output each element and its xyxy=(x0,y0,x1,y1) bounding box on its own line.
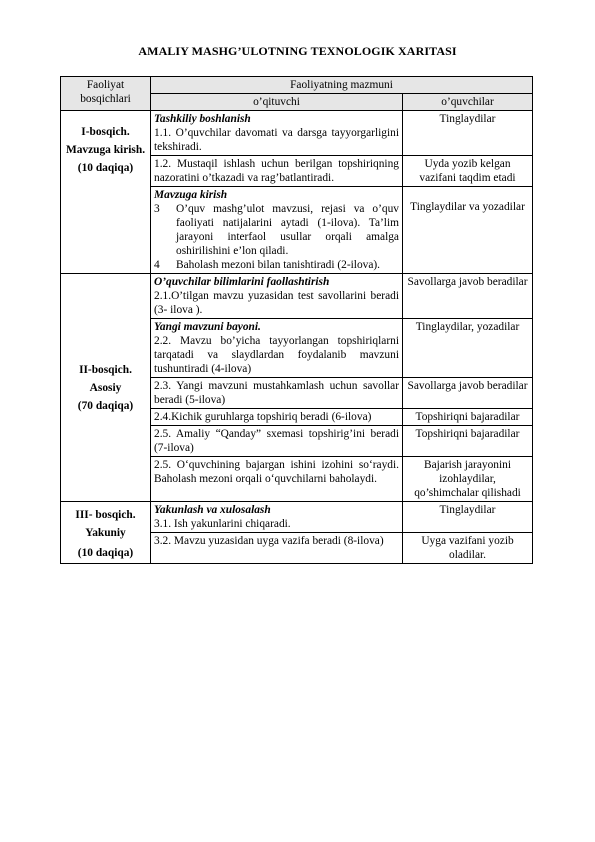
teacher-activity: 3.2. Mavzu yuzasidan uyga vazifa beradi (8-ilova) xyxy=(154,535,384,547)
student-activity: Uyga vazifani yozib oladilar. xyxy=(403,533,533,564)
table-row xyxy=(61,502,533,533)
stage-3-time: (10 daqiqa) xyxy=(77,547,134,559)
student-activity: Savollarga javob beradilar xyxy=(403,378,533,409)
teacher-activity: 2.3. Yangi mavzuni mustahkamlash uchun savollar beradi (5-ilova) xyxy=(154,380,399,406)
document-title: AMALIY MASHG’ULOTNING TEXNOLOGIK XARITASI xyxy=(138,44,457,58)
stage-2-time: (70 daqiqa) xyxy=(77,399,134,412)
stage-3-name: III- bosqich. Yakuniy xyxy=(75,509,136,539)
student-activity: Tinglaydilar xyxy=(403,111,533,156)
teacher-cell xyxy=(151,187,403,274)
stage-1-cell xyxy=(61,111,151,274)
stage-1-name: I-bosqich. Mavzuga kirish. xyxy=(65,126,146,156)
student-activity: Tinglaydilar, yozadilar xyxy=(403,319,533,378)
student-activity: Savollarga javob beradilar xyxy=(403,274,533,319)
teacher-activity: 1.1. O’quvchilar davomati va darsga tayyorgarligini tekshiradi. xyxy=(154,127,399,153)
section-heading: Tashkiliy boshlanish xyxy=(154,113,251,125)
student-activity: Uyda yozib kelgan vazifani taqdim etadi xyxy=(403,156,533,187)
header-stages: Faoliyat bosqichlari xyxy=(61,77,151,111)
student-activity-text: Tinglaydilar va yozadilar xyxy=(410,201,525,213)
teacher-cell xyxy=(151,426,403,457)
teacher-activity: 3.1. Ish yakunlarini chiqaradi. xyxy=(154,518,291,530)
table-header-row xyxy=(61,77,533,94)
stage-2-cell xyxy=(61,274,151,502)
header-students: o’quvchilar xyxy=(403,94,533,111)
teacher-cell xyxy=(151,274,403,319)
header-content-group: Faoliyatning mazmuni xyxy=(151,77,533,94)
teacher-cell xyxy=(151,156,403,187)
teacher-activity: 2.5. O‘quvchining bajargan ishini izohini so‘raydi. Baholash mezoni orqali o‘quvchilarni baholaydi. xyxy=(154,459,399,485)
teacher-cell xyxy=(151,409,403,426)
list-item-number: 4 xyxy=(154,259,160,271)
teacher-cell xyxy=(151,502,403,533)
list-item xyxy=(154,258,399,272)
teacher-cell xyxy=(151,533,403,564)
section-heading: Yakunlash va xulosalash xyxy=(154,504,271,516)
section-heading: O’quvchilar bilimlarini faollashtirish xyxy=(154,276,330,288)
teacher-cell xyxy=(151,319,403,378)
student-activity xyxy=(403,187,533,274)
teacher-cell xyxy=(151,457,403,502)
stage-3-cell xyxy=(61,502,151,564)
student-activity: Topshiriqni bajaradilar xyxy=(403,409,533,426)
stage-1-time: (10 daqiqa) xyxy=(77,162,134,174)
list-item-text: Baholash mezoni bilan tanishtiradi (2-ilova). xyxy=(176,259,381,271)
list-item-number: 3 xyxy=(154,203,160,215)
list-item xyxy=(154,202,399,258)
stage-2-name: II-bosqich. Asosiy xyxy=(79,363,132,394)
header-teacher: o’qituvchi xyxy=(151,94,403,111)
section-heading: Mavzuga kirish xyxy=(154,189,228,201)
table-row xyxy=(61,274,533,319)
teacher-activity: 2.5. Amaliy “Qanday” sxemasi topshirig’ini beradi (7-ilova) xyxy=(154,428,399,454)
teacher-cell xyxy=(151,378,403,409)
student-activity: Bajarish jarayonini izohlaydilar, qo’shimchalar qilishadi xyxy=(403,457,533,502)
technology-map-table xyxy=(60,76,533,564)
teacher-activity: 2.2. Mavzu bo’yicha tayyorlangan topshiriqlarni tarqatadi va slaydlardan foydalanib mavzuni tushuntiradi (4-ilova) xyxy=(154,335,399,375)
teacher-activity: 2.4.Kichik guruhlarga topshiriq beradi (6-ilova) xyxy=(154,411,372,423)
teacher-activity: 1.2. Mustaqil ishlash uchun berilgan topshiriqning nazoratini o’tkazadi va rag’batlantiradi. xyxy=(154,158,399,184)
list-item-text: O’quv mashg’ulot mavzusi, rejasi va o’quv faoliyati natijalarini aytadi (1-ilova). Ta’lim jarayoni interfaol usullar orqali amalga oshirilishini e’lon qiladi. xyxy=(176,203,399,257)
student-activity: Topshiriqni bajaradilar xyxy=(403,426,533,457)
table-row xyxy=(61,111,533,156)
student-activity: Tinglaydilar xyxy=(403,502,533,533)
section-heading: Yangi mavzuni bayoni. xyxy=(154,321,261,333)
teacher-activity: 2.1.O’tilgan mavzu yuzasidan test savollarini beradi (3- ilova ). xyxy=(154,290,399,316)
teacher-cell xyxy=(151,111,403,156)
